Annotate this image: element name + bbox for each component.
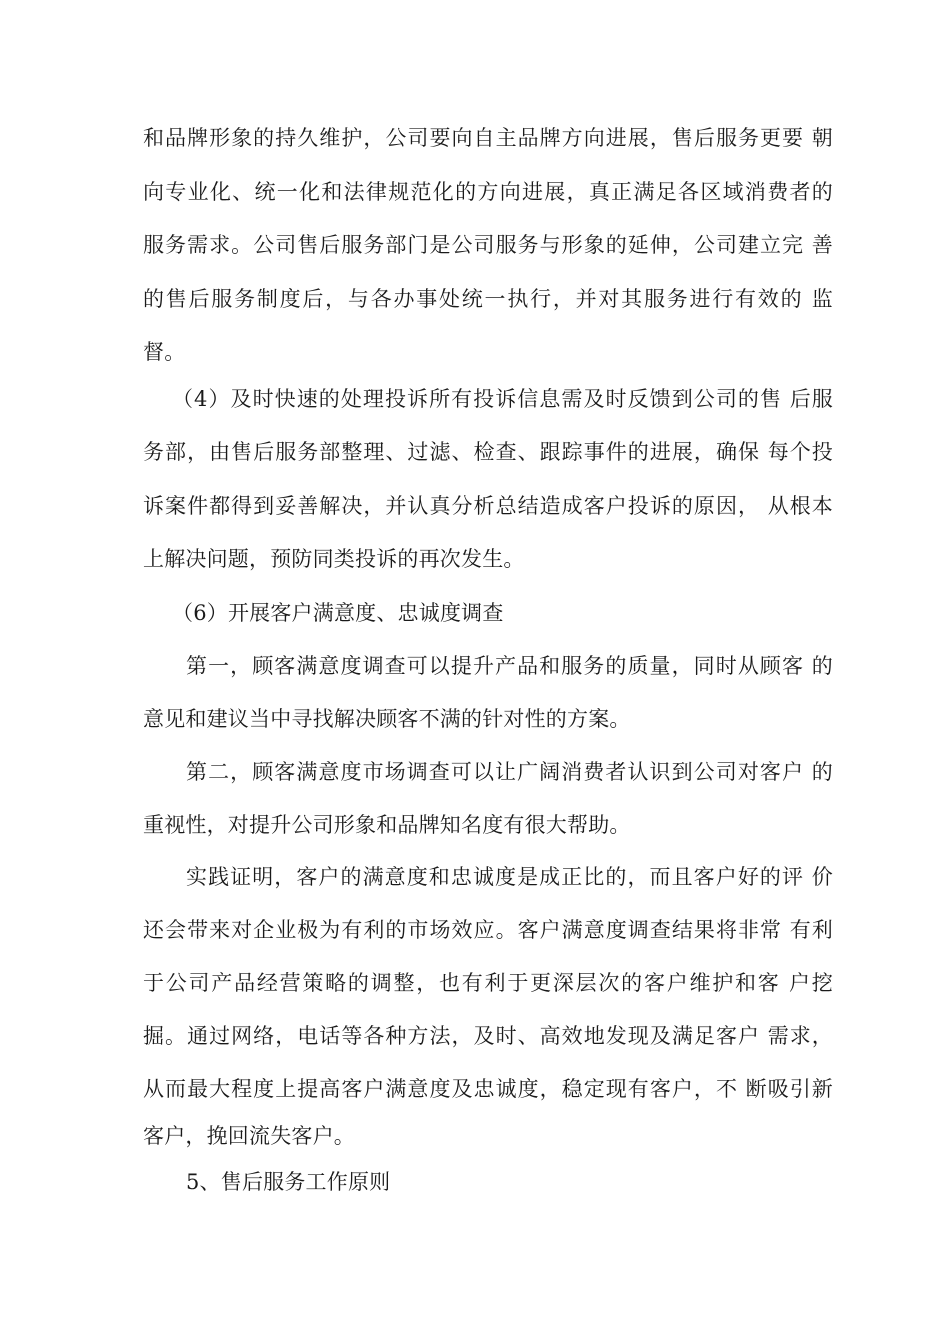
text-line: 向专业化、统一化和法律规范化的方向进展，真正满足各区域消费者的	[143, 180, 833, 204]
text-line: 实践证明，客户的满意度和忠诚度是成正比的，而且客户好的评 价	[186, 865, 833, 889]
section-heading: （6）开展客户满意度、忠诚度调查	[172, 601, 504, 625]
text-line: 还会带来对企业极为有利的市场效应。客户满意度调查结果将非常 有利	[143, 918, 833, 942]
section-heading: 5、售后服务工作原则	[186, 1170, 391, 1194]
text-line: 服务需求。公司售后服务部门是公司服务与形象的延伸，公司建立完 善	[143, 233, 833, 257]
text-line: 意见和建议当中寻找解决顾客不满的针对性的方案。	[143, 707, 631, 731]
text-line: 上解决问题，预防同类投诉的再次发生。	[143, 547, 525, 571]
text-line: 于公司产品经营策略的调整，也有利于更深层次的客户维护和客 户挖	[143, 971, 833, 995]
text-line: 第二，顾客满意度市场调查可以让广阔消费者认识到公司对客户 的	[186, 760, 833, 784]
text-line: 和品牌形象的持久维护，公司要向自主品牌方向进展，售后服务更要 朝	[143, 126, 833, 150]
text-line: 诉案件都得到妥善解决，并认真分析总结造成客户投诉的原因， 从根本	[143, 494, 833, 518]
text-line: （4）及时快速的处理投诉所有投诉信息需及时反馈到公司的售 后服	[172, 387, 833, 411]
text-line: 掘。通过网络，电话等各种方法，及时、高效地发现及满足客户 需求，	[143, 1024, 833, 1048]
text-line: 从而最大程度上提高客户满意度及忠诚度，稳定现有客户，不 断吸引新	[143, 1077, 833, 1101]
text-line: 务部，由售后服务部整理、过滤、检查、跟踪事件的进展，确保 每个投	[143, 440, 833, 464]
text-line: 第一，顾客满意度调查可以提升产品和服务的质量，同时从顾客 的	[186, 654, 833, 678]
text-line: 督。	[143, 340, 186, 364]
text-line: 的售后服务制度后，与各办事处统一执行，并对其服务进行有效的 监	[143, 287, 833, 311]
text-line: 客户，挽回流失客户。	[143, 1124, 355, 1148]
text-line: 重视性，对提升公司形象和品牌知名度有很大帮助。	[143, 813, 631, 837]
